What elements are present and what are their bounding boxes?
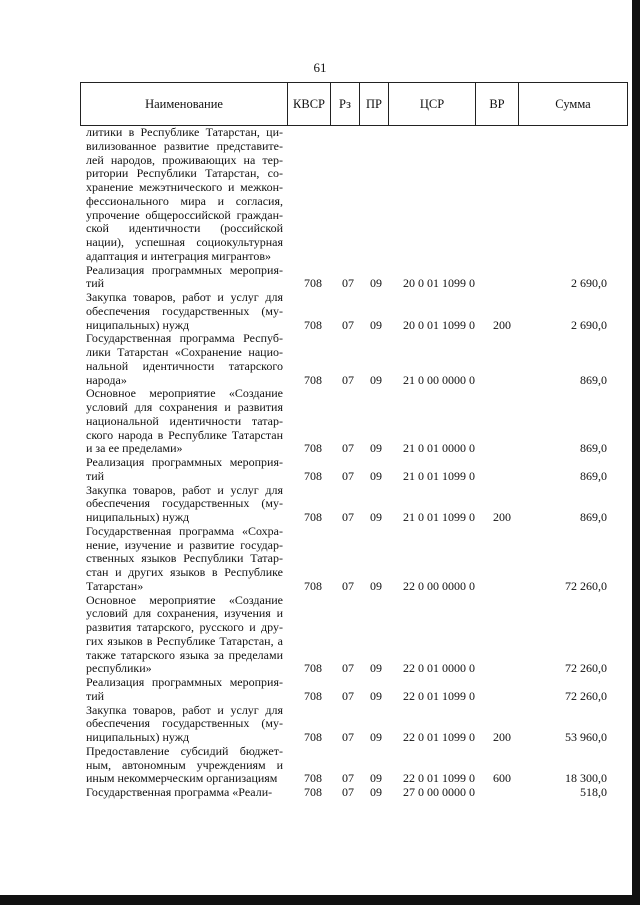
cell-pr: 09 bbox=[370, 372, 382, 387]
cell-csr: 22 0 01 1099 0 bbox=[403, 771, 475, 786]
row-name-line: фессионального мира и согласия, bbox=[86, 194, 283, 208]
cell-rz: 07 bbox=[342, 771, 354, 786]
header-sum: Сумма bbox=[519, 83, 628, 126]
header-pr: ПР bbox=[360, 83, 389, 126]
cell-sum: 869,0 bbox=[580, 441, 607, 456]
cell-rz: 07 bbox=[342, 441, 354, 456]
cell-csr: 21 0 01 1099 0 bbox=[403, 468, 475, 483]
row-name-line: Предоставление субсидий бюджет- bbox=[86, 744, 283, 758]
row-name-line: условий для сохранения, изучения и bbox=[86, 607, 283, 621]
cell-rz: 07 bbox=[342, 785, 354, 799]
cell-sum: 18 300,0 bbox=[565, 771, 607, 786]
cell-pr: 09 bbox=[370, 785, 382, 799]
cell-csr: 22 0 00 0000 0 bbox=[403, 578, 475, 593]
row-name-line: тий bbox=[86, 689, 105, 703]
table-row bbox=[0, 126, 640, 264]
cell-csr: 20 0 01 1099 0 bbox=[403, 317, 475, 332]
cell-kvsr: 708 bbox=[304, 578, 322, 593]
cell-rz: 07 bbox=[342, 730, 354, 744]
row-name-line: Закупка товаров, работ и услуг для bbox=[86, 483, 283, 497]
cell-rz: 07 bbox=[342, 468, 354, 483]
cell-sum: 518,0 bbox=[580, 785, 607, 799]
cell-pr: 09 bbox=[370, 468, 382, 483]
row-name-line: лики Татарстан «Сохранение нацио- bbox=[86, 346, 283, 359]
row-name bbox=[86, 676, 283, 704]
row-name-line: Закупка товаров, работ и услуг для bbox=[86, 291, 283, 304]
cell-sum: 72 260,0 bbox=[565, 578, 607, 593]
row-name-line: вилизованное развитие представите- bbox=[86, 139, 283, 153]
row-name-line: ниципальных) нужд bbox=[86, 318, 190, 332]
row-name-line: Государственная программа «Реали- bbox=[86, 786, 273, 799]
cell-pr: 09 bbox=[370, 578, 382, 593]
row-name-line: обеспечения государственных (му- bbox=[86, 717, 283, 731]
row-name-line: ным, автономным учреждениям и bbox=[86, 758, 283, 772]
cell-vr: 200 bbox=[493, 730, 511, 744]
row-name-line: народа» bbox=[86, 373, 127, 387]
cell-pr: 09 bbox=[370, 688, 382, 703]
cell-rz: 07 bbox=[342, 372, 354, 387]
row-name bbox=[86, 594, 283, 677]
row-name-line: Основное мероприятие «Создание bbox=[86, 593, 283, 607]
row-name-line: ственных языков Республики Татар- bbox=[86, 552, 283, 566]
cell-kvsr: 708 bbox=[304, 661, 322, 676]
cell-kvsr: 708 bbox=[304, 441, 322, 456]
cell-vr: 200 bbox=[493, 510, 511, 524]
row-name-line: Закупка товаров, работ и услуг для bbox=[86, 703, 283, 717]
cell-kvsr: 708 bbox=[304, 317, 322, 332]
cell-rz: 07 bbox=[342, 661, 354, 676]
cell-kvsr: 708 bbox=[304, 785, 322, 799]
row-name-line: ского народа в Республике Татарстан bbox=[86, 428, 283, 442]
cell-sum: 869,0 bbox=[580, 468, 607, 483]
cell-rz: 07 bbox=[342, 317, 354, 332]
table-row bbox=[0, 525, 640, 594]
table-row bbox=[0, 594, 640, 677]
cell-rz: 07 bbox=[342, 510, 354, 524]
scan-edge-bottom bbox=[0, 895, 640, 905]
row-name-line: Основное мероприятие «Создание bbox=[86, 387, 283, 401]
row-name-line: и за ее пределами» bbox=[86, 442, 183, 456]
row-name-line: республики» bbox=[86, 662, 152, 676]
cell-csr: 22 0 01 0000 0 bbox=[403, 661, 475, 676]
row-name-line: литики в Республике Татарстан, ци- bbox=[86, 126, 283, 139]
row-name-line: ской идентичности (российской bbox=[86, 222, 283, 236]
cell-pr: 09 bbox=[370, 730, 382, 744]
cell-kvsr: 708 bbox=[304, 468, 322, 483]
cell-csr: 22 0 01 1099 0 bbox=[403, 730, 475, 744]
row-name-line: развития татарского, русского и дру- bbox=[86, 621, 283, 634]
header-rz: Рз bbox=[331, 83, 360, 126]
cell-csr: 20 0 01 1099 0 bbox=[403, 276, 475, 291]
row-name bbox=[86, 387, 283, 456]
row-name bbox=[86, 126, 283, 264]
cell-vr: 600 bbox=[493, 771, 511, 786]
row-name-line: нации), успешная социокультурная bbox=[86, 236, 283, 249]
row-name bbox=[86, 786, 283, 800]
table-row bbox=[0, 704, 640, 745]
cell-csr: 21 0 01 1099 0 bbox=[403, 510, 475, 524]
row-name-line: упрочение общероссийской граждан- bbox=[86, 208, 283, 222]
row-name-line: адаптация и интеграция мигрантов» bbox=[86, 249, 271, 263]
table-row bbox=[0, 387, 640, 456]
cell-kvsr: 708 bbox=[304, 372, 322, 387]
cell-kvsr: 708 bbox=[304, 510, 322, 524]
table-row bbox=[0, 745, 640, 786]
cell-pr: 09 bbox=[370, 317, 382, 332]
row-name bbox=[86, 332, 283, 387]
cell-sum: 869,0 bbox=[580, 372, 607, 387]
table-row bbox=[0, 456, 640, 484]
row-name-line: лей народов, проживающих на тер- bbox=[86, 153, 283, 167]
row-name-line: нение, изучение и развитие государ- bbox=[86, 538, 283, 552]
row-name-line: стан и других языков в Республике bbox=[86, 566, 283, 579]
row-name-line: ритории Республики Татарстан, со- bbox=[86, 167, 283, 181]
row-name-line: национальной идентичности татар- bbox=[86, 414, 283, 428]
row-name-line: иным некоммерческим организациям bbox=[86, 772, 278, 786]
cell-sum: 2 690,0 bbox=[571, 317, 607, 332]
cell-vr: 200 bbox=[493, 317, 511, 332]
row-name-line: ниципальных) нужд bbox=[86, 731, 190, 744]
cell-kvsr: 708 bbox=[304, 730, 322, 744]
row-name-line: гих языков в Республике Татарстан, а bbox=[86, 634, 283, 648]
row-name-line: также татарского языка за пределами bbox=[86, 648, 283, 662]
cell-pr: 09 bbox=[370, 661, 382, 676]
row-name-line: Реализация программных мероприя- bbox=[86, 456, 283, 469]
row-name bbox=[86, 456, 283, 484]
row-name-line: условий для сохранения и развития bbox=[86, 401, 283, 414]
cell-sum: 72 260,0 bbox=[565, 661, 607, 676]
cell-rz: 07 bbox=[342, 688, 354, 703]
header-csr: ЦСР bbox=[389, 83, 476, 126]
row-name-line: хранение межэтнического и межкон- bbox=[86, 181, 283, 194]
cell-csr: 21 0 01 0000 0 bbox=[403, 441, 475, 456]
header-kvsr: КВСР bbox=[288, 83, 331, 126]
row-name-line: Реализация программных мероприя- bbox=[86, 676, 283, 689]
row-name bbox=[86, 291, 283, 332]
row-name bbox=[86, 745, 283, 786]
cell-pr: 09 bbox=[370, 276, 382, 291]
table-header bbox=[80, 82, 628, 126]
row-name-line: тий bbox=[86, 277, 105, 291]
row-name-line: тий bbox=[86, 469, 105, 483]
scan-edge-right bbox=[632, 0, 640, 905]
cell-kvsr: 708 bbox=[304, 688, 322, 703]
row-name-line: ниципальных) нужд bbox=[86, 511, 190, 524]
cell-kvsr: 708 bbox=[304, 771, 322, 786]
table-row bbox=[0, 291, 640, 332]
row-name-line: Реализация программных мероприя- bbox=[86, 263, 283, 277]
cell-sum: 2 690,0 bbox=[571, 276, 607, 291]
page-number: 61 bbox=[313, 60, 327, 75]
cell-sum: 53 960,0 bbox=[565, 730, 607, 744]
cell-rz: 07 bbox=[342, 578, 354, 593]
row-name-line: Государственная программа «Сохра- bbox=[86, 524, 283, 538]
cell-pr: 09 bbox=[370, 441, 382, 456]
table-row bbox=[0, 264, 640, 292]
row-name-line: Татарстан» bbox=[86, 579, 144, 593]
cell-rz: 07 bbox=[342, 276, 354, 291]
cell-kvsr: 708 bbox=[304, 276, 322, 291]
row-name-line: Государственная программа Респуб- bbox=[86, 332, 283, 346]
cell-csr: 21 0 00 0000 0 bbox=[403, 372, 475, 387]
table-row bbox=[0, 786, 640, 800]
header-vr: ВР bbox=[476, 83, 519, 126]
row-name-line: нальной идентичности татарского bbox=[86, 359, 283, 373]
cell-sum: 869,0 bbox=[580, 510, 607, 524]
table-row bbox=[0, 676, 640, 704]
cell-pr: 09 bbox=[370, 771, 382, 786]
row-name bbox=[86, 525, 283, 594]
row-name bbox=[86, 264, 283, 292]
row-name bbox=[86, 704, 283, 745]
cell-csr: 27 0 00 0000 0 bbox=[403, 785, 475, 799]
row-name bbox=[86, 484, 283, 525]
cell-sum: 72 260,0 bbox=[565, 688, 607, 703]
row-name-line: обеспечения государственных (му- bbox=[86, 497, 283, 511]
cell-csr: 22 0 01 1099 0 bbox=[403, 688, 475, 703]
header-name: Наименование bbox=[81, 83, 288, 126]
row-name-line: обеспечения государственных (му- bbox=[86, 304, 283, 318]
table-row bbox=[0, 332, 640, 387]
table-row bbox=[0, 484, 640, 525]
cell-pr: 09 bbox=[370, 510, 382, 524]
